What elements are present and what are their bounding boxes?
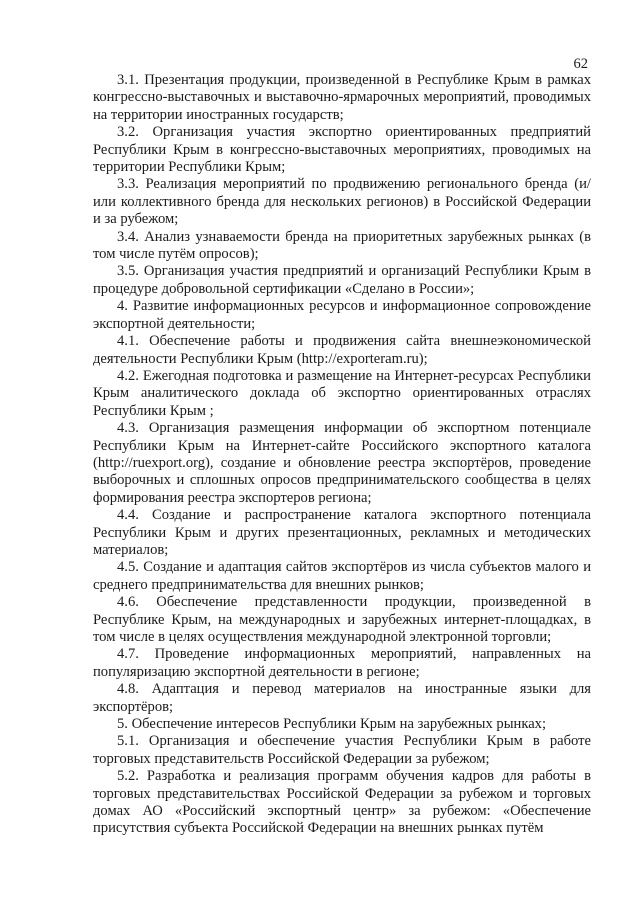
paragraph-4-2: 4.2. Ежегодная подготовка и размещение на Интернет-ресурсах Республики Крым аналитического доклада об экспортно ориентированных отраслях Республики Крым ; — [93, 367, 591, 419]
paragraph-4-8: 4.8. Адаптация и перевод материалов на иностранные языки для экспортёров; — [93, 681, 591, 715]
paragraph-4: 4. Развитие информационных ресурсов и информационное сопровождение экспортной деятельности; — [93, 298, 591, 332]
paragraph-3-3: 3.3. Реализация мероприятий по продвижению регионального бренда (и/или коллективного бренда для нескольких регионов) в Российской Федерации и за рубежом; — [93, 176, 591, 228]
document-body — [93, 72, 591, 838]
paragraph-4-1: 4.1. Обеспечение работы и продвижения сайта внешнеэкономической деятельности Республики Крым (http://exporteram.ru); — [93, 333, 591, 367]
page-number: 62 — [573, 56, 588, 72]
paragraph-4-4: 4.4. Создание и распространение каталога экспортного потенциала Республики Крым и других презентационных, рекламных и методических материалов; — [93, 507, 591, 558]
paragraph-5-2: 5.2. Разработка и реализация программ обучения кадров для работы в торговых представительствах Российской Федерации за рубежом и торговых домах АО «Российский экспортный центр» за рубежом: «Обеспечение присутствия субъекта Российской Федерации на внешних рынках путём — [93, 768, 591, 837]
paragraph-4-7: 4.7. Проведение информационных мероприятий, направленных на популяризацию экспортной деятельности в регионе; — [93, 646, 591, 680]
paragraph-3-4: 3.4. Анализ узнаваемости бренда на приоритетных зарубежных рынках (в том числе путём опросов); — [93, 228, 591, 263]
paragraph-3-2: 3.2. Организация участия экспортно ориентированных предприятий Республики Крым в конгрессно-выставочных мероприятиях, проводимых на территории Республики Крым; — [93, 124, 591, 176]
paragraph-4-3: 4.3. Организация размещения информации об экспортном потенциале Республики Крым на Интернет-сайте Российского экспортного каталога (http://ruexport.org), создание и обновление реестра экспортёров, проведение выборочных и сплошных опросов предпринимательского сообщества в целях формирования реестра экспортеров региона; — [93, 420, 591, 506]
paragraph-3-1: 3.1. Презентация продукции, произведенной в Республике Крым в рамках конгрессно-выставочных и выставочно-ярмарочных мероприятий, проводимых на территории иностранных государств; — [93, 72, 591, 123]
paragraph-3-5: 3.5. Организация участия предприятий и организаций Республики Крым в процедуре добровольной сертификации «Сделано в России»; — [93, 263, 591, 297]
paragraph-5: 5. Обеспечение интересов Республики Крым на зарубежных рынках; — [117, 716, 547, 733]
paragraph-5-1: 5.1. Организация и обеспечение участия Республики Крым в работе торговых представительств Российской Федерации за рубежом; — [93, 733, 591, 767]
paragraph-4-5: 4.5. Создание и адаптация сайтов экспортёров из числа субъектов малого и среднего предпринимательства для внешних рынков; — [93, 559, 591, 593]
paragraph-4-6: 4.6. Обеспечение представленности продукции, произведенной в Республике Крым, на международных и зарубежных интернет-площадках, в том числе в целях осуществления международной электронной торговли; — [93, 594, 591, 645]
